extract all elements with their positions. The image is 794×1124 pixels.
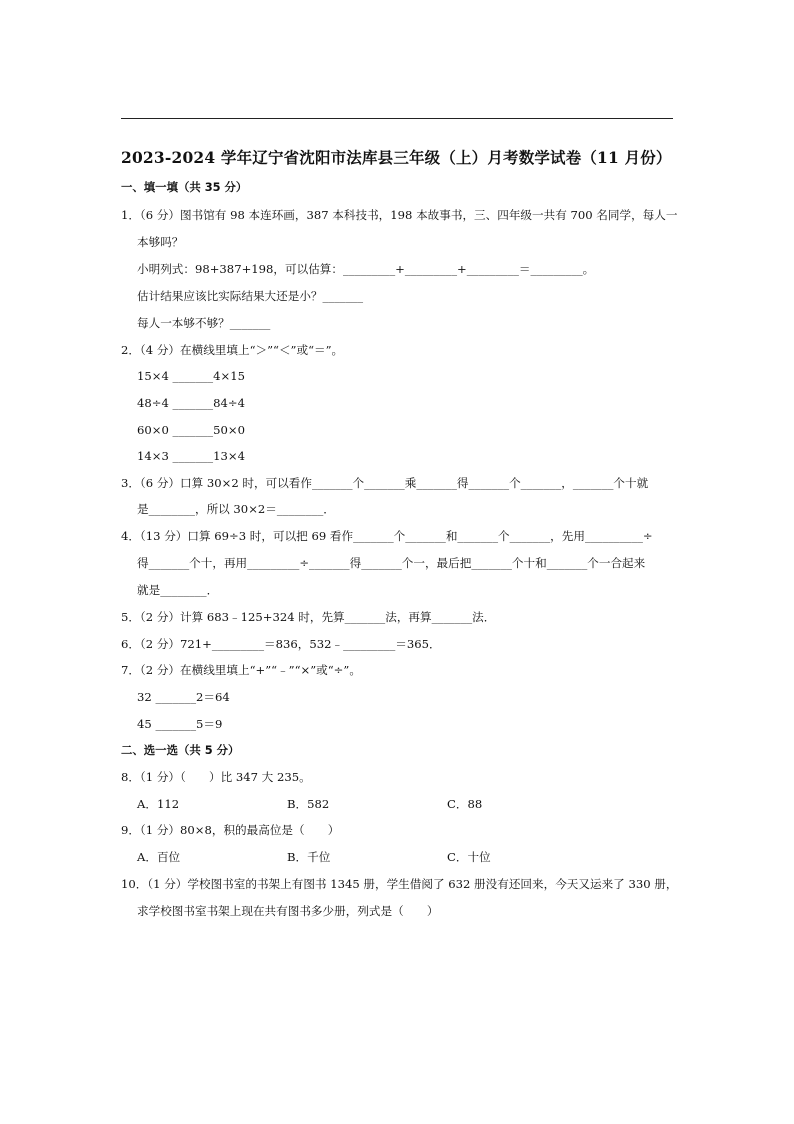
question-1-line-3: 小明列式：98+387+198，可以估算：_________+_________+_________＝_________。: [137, 262, 595, 276]
question-8-option-b: B．582: [287, 797, 330, 811]
question-6: 6．（2 分）721+_________＝836，532﹣_________＝365．: [121, 637, 441, 651]
question-1-line-5: 每人一本够不够？_______: [137, 316, 271, 330]
question-4-line-1: 4．（13 分）口算 69÷3 时，可以把 69 看作_______个_______和_______个_______，先用__________÷: [121, 529, 653, 543]
question-2-item-b: 48÷4 _______84÷4: [137, 396, 245, 410]
question-9-option-a: A．百位: [137, 850, 181, 864]
question-2-stem: 2．（4 分）在横线里填上“＞”“＜”或“＝”。: [121, 343, 344, 357]
header-rule: [121, 118, 673, 119]
question-2-item-a: 15×4 _______4×15: [137, 369, 245, 383]
section-heading-fill: 一、填一填（共 35 分）: [121, 180, 248, 194]
question-1-line-4: 估计结果应该比实际结果大还是小？_______: [137, 289, 364, 303]
question-2-item-d: 14×3 _______13×4: [137, 449, 245, 463]
question-9-stem: 9．（1 分）80×8，积的最高位是（ ）: [121, 823, 340, 837]
question-1-line-2: 本够吗？: [137, 235, 184, 249]
question-8-option-a: A．112: [137, 797, 180, 811]
page-title: 2023-2024 学年辽宁省沈阳市法库县三年级（上）月考数学试卷（11 月份）: [121, 148, 672, 167]
question-10-line-2: 求学校图书室书架上现在共有图书多少册，列式是（ ）: [137, 904, 439, 918]
question-9-option-b: B．千位: [287, 850, 331, 864]
question-8-stem: 8．（1 分）（ ）比 347 大 235。: [121, 770, 311, 784]
question-2-item-c: 60×0 _______50×0: [137, 423, 245, 437]
question-1-line-1: 1．（6 分）图书馆有 98 本连环画，387 本科技书，198 本故事书，三、四年级一共有 700 名同学，每人一: [121, 208, 678, 222]
question-3-line-2: 是________，所以 30×2＝________．: [137, 502, 335, 516]
question-7-item-a: 32 _______2＝64: [137, 690, 230, 704]
question-7-stem: 7．（2 分）在横线里填上“+”“﹣”“×”或“÷”。: [121, 663, 361, 677]
question-4-line-3: 就是________．: [137, 583, 219, 597]
question-9-options: [0, 850, 794, 864]
question-8-option-c: C．88: [447, 797, 483, 811]
question-5: 5．（2 分）计算 683﹣125+324 时，先算_______法，再算_______法．: [121, 610, 496, 624]
section-heading-choice: 二、选一选（共 5 分）: [121, 743, 240, 757]
question-7-item-b: 45 _______5＝9: [137, 717, 223, 731]
question-10-line-1: 10．（1 分）学校图书室的书架上有图书 1345 册，学生借阅了 632 册没有还回来，今天又运来了 330 册，: [121, 877, 678, 891]
question-8-options: [0, 797, 794, 811]
question-4-line-2: 得_______个十，再用_________÷_______得_______个一，最后把_______个十和_______个一合起来: [137, 556, 646, 570]
question-9-option-c: C．十位: [447, 850, 491, 864]
question-3-line-1: 3．（6 分）口算 30×2 时，可以看作_______个_______乘_______得_______个_______，_______个十就: [121, 476, 649, 490]
